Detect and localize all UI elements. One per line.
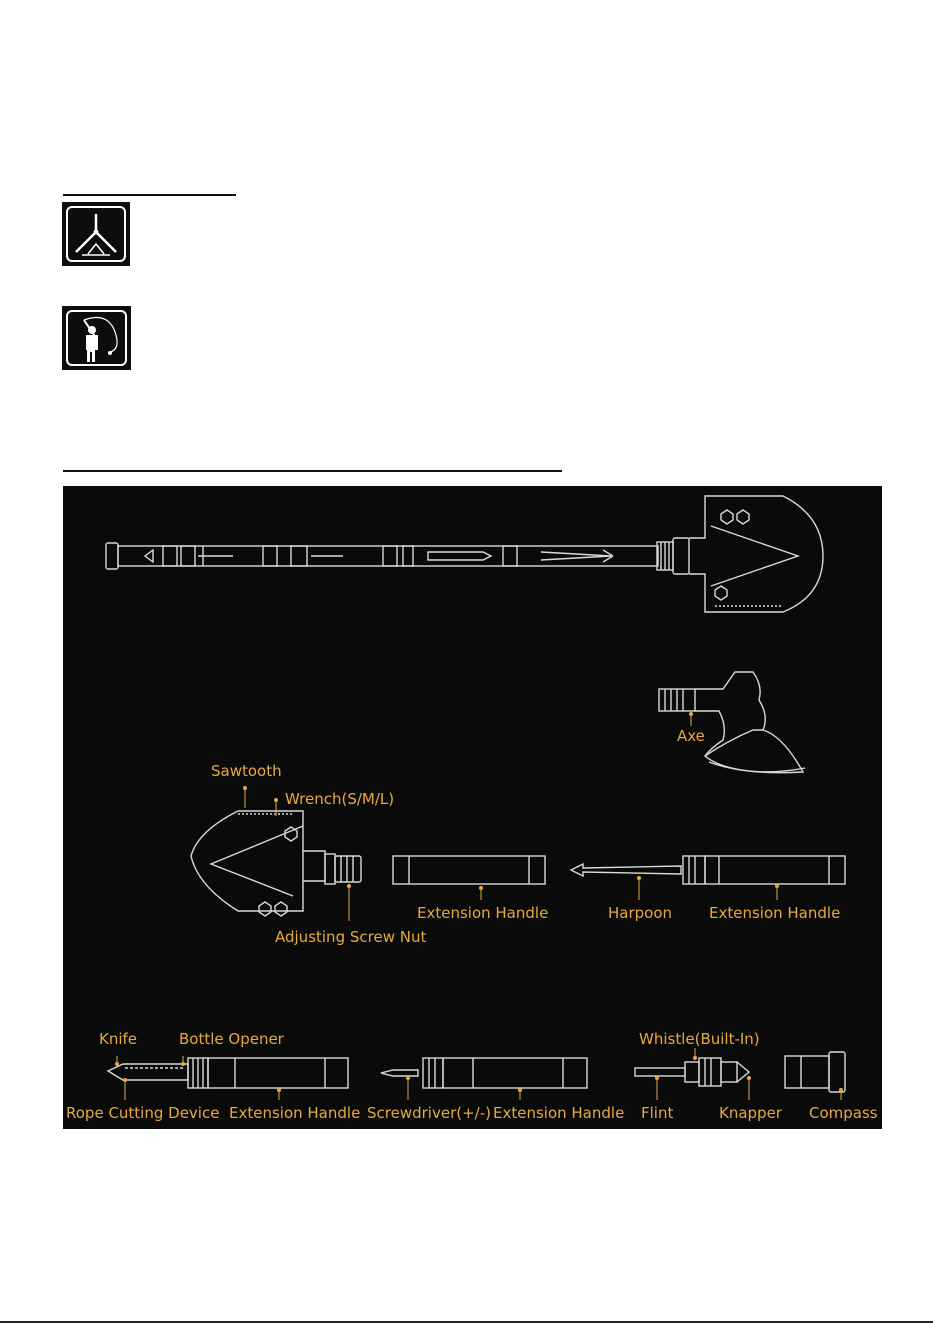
compass-part — [785, 1052, 845, 1092]
label-wrench: Wrench(S/M/L) — [285, 790, 395, 808]
label-axe: Axe — [677, 727, 705, 745]
label-screwdriver: Screwdriver(+/-) — [367, 1104, 491, 1122]
label-compass: Compass — [809, 1104, 878, 1122]
assembled-shovel — [106, 496, 823, 612]
section-underline-short — [63, 194, 236, 196]
axe-part — [659, 672, 805, 773]
label-rope-cutting-device: Rope Cutting Device — [66, 1104, 220, 1122]
shovel-head-part — [191, 811, 361, 916]
label-extension-handle-1: Extension Handle — [417, 904, 549, 922]
camping-tent-icon — [62, 202, 130, 266]
label-knife: Knife — [99, 1030, 138, 1048]
page-bottom-rule — [0, 1321, 933, 1323]
label-harpoon: Harpoon — [608, 904, 673, 922]
label-sawtooth: Sawtooth — [211, 762, 282, 780]
label-knapper: Knapper — [719, 1104, 782, 1122]
label-bottle-opener: Bottle Opener — [179, 1030, 284, 1048]
label-extension-handle-4: Extension Handle — [493, 1104, 625, 1122]
shovel-parts-diagram — [63, 486, 882, 1129]
knife-part — [108, 1058, 348, 1088]
extension-handle-part-1 — [393, 856, 545, 884]
flint-part — [635, 1058, 749, 1086]
fishing-icon — [62, 306, 131, 370]
label-extension-handle-2: Extension Handle — [709, 904, 841, 922]
section-underline-long — [63, 470, 562, 472]
label-extension-handle-3: Extension Handle — [229, 1104, 361, 1122]
label-adjusting-screw-nut: Adjusting Screw Nut — [275, 928, 427, 946]
screwdriver-part — [381, 1058, 587, 1088]
harpoon-part — [571, 856, 845, 884]
label-whistle: Whistle(Built-In) — [639, 1030, 760, 1048]
label-flint: Flint — [641, 1104, 674, 1122]
